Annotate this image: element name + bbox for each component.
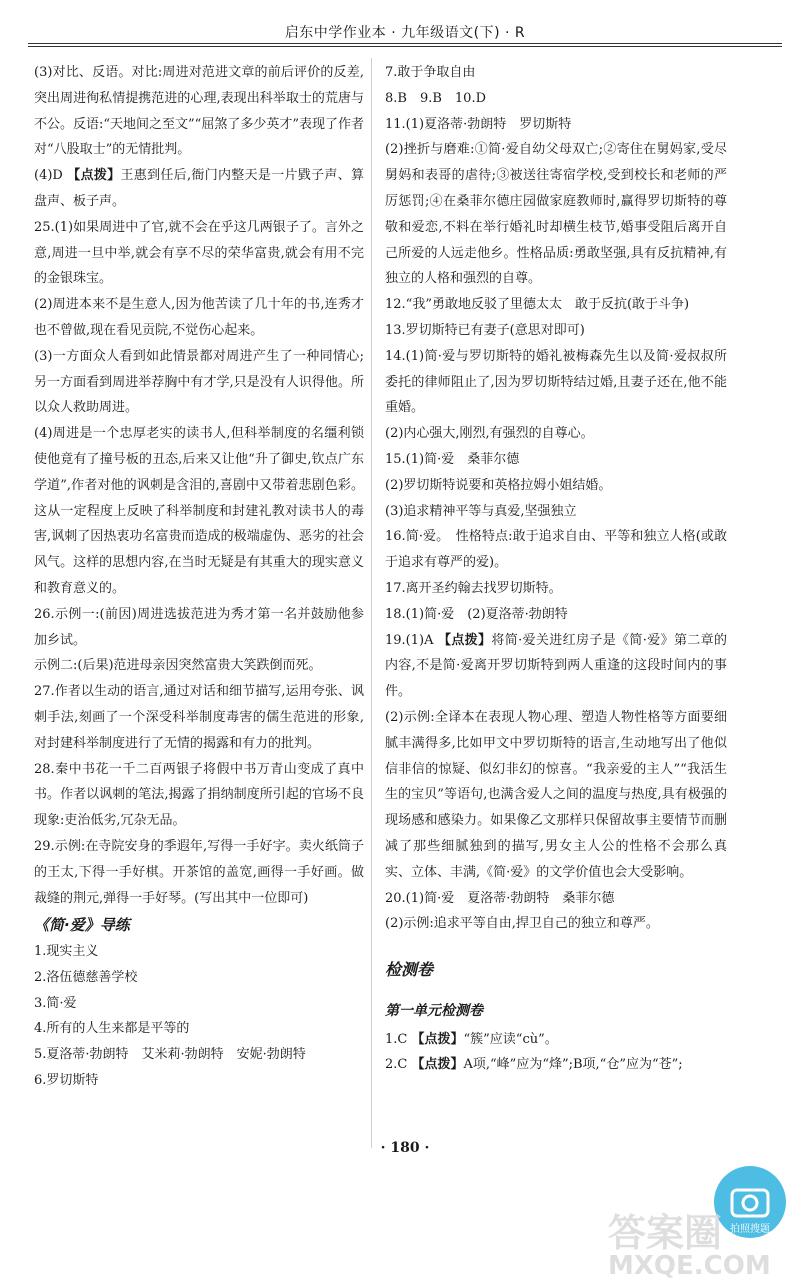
section-title-unit1: 第一单元检测卷 xyxy=(385,1002,483,1019)
answer-paragraph xyxy=(34,679,364,756)
left-answer-list xyxy=(34,60,364,911)
section-title-test: 检测卷 xyxy=(385,960,434,980)
header-rule-thin xyxy=(28,46,782,47)
jane-eyre-answer-text: 3.简·爱 xyxy=(34,995,77,1011)
answer-paragraph xyxy=(385,137,727,292)
jane-eyre-answer-text: 5.夏洛蒂·勃朗特 艾米莉·勃朗特 安妮·勃朗特 xyxy=(34,1047,306,1063)
tip-label: 【点拨】 xyxy=(67,168,121,184)
answer-paragraph-text: 16.简·爱。 性格特点:敢于追求自由、平等和独立人格(或敢于追求有尊严的爱)。 xyxy=(385,529,727,571)
answer-paragraph xyxy=(34,757,364,834)
answer-paragraph-text: 15.(1)简·爱 桑菲尔德 xyxy=(385,451,520,467)
unit1-answer xyxy=(385,1052,727,1078)
answer-paragraph-text: 8.B 9.B 10.D xyxy=(385,90,487,106)
answer-paragraph xyxy=(34,421,364,602)
jane-eyre-answer xyxy=(34,1016,364,1042)
answer-paragraph xyxy=(385,576,727,602)
answer-paragraph-text: (2)内心强大,刚烈,有强烈的自尊心。 xyxy=(385,426,594,442)
page-header xyxy=(0,22,810,42)
header-title: 启东中学作业本 · 九年级语文(下) · R xyxy=(284,25,526,41)
answer-paragraph-text: 20.(1)简·爱 夏洛蒂·勃朗特 桑菲尔德 xyxy=(385,890,615,906)
jane-eyre-answer-text: 4.所有的人生来都是平等的 xyxy=(34,1021,190,1037)
answer-paragraph xyxy=(385,344,727,421)
answer-choice: (4)D xyxy=(34,168,68,184)
answer-paragraph-text: 12.“我”勇敢地反驳了里德太太 敢于反抗(敢于斗争) xyxy=(385,297,690,313)
answer-paragraph-text: 25.(1)如果周进中了官,就不会在乎这几两银子了。言外之意,周进一旦中举,就会有享不尽的荣华富贵,就会有用不完的金银珠宝。 xyxy=(34,219,364,287)
jane-eyre-answer xyxy=(34,965,364,991)
answer-paragraph xyxy=(385,628,727,705)
answer-paragraph xyxy=(385,86,727,112)
answer-paragraph xyxy=(385,318,727,344)
right-column xyxy=(385,60,727,1078)
answer-paragraph-text: (3)一方面众人看到如此情景都对周进产生了一种同情心;另一方面看到周进举荐胸中有才学,只是没有人识得他。所以众人救助周进。 xyxy=(34,348,364,416)
right-answer-list xyxy=(385,60,727,937)
page-number: · 180 · xyxy=(380,1140,430,1156)
answer-paragraph-text: 14.(1)简·爱与罗切斯特的婚礼被梅森先生以及简·爱叔叔所委托的律师阻止了,因为罗切斯特结过婚,且妻子还在,他不能重婚。 xyxy=(385,348,727,416)
answer-paragraph-text: 17.离开圣约翰去找罗切斯特。 xyxy=(385,580,562,596)
answer-paragraph-text: (3)对比、反语。对比:周进对范进文章的前后评价的反差,突出周进徇私情提携范进的心理,表现出科举取士的荒唐与不公。反语:“天地间之至文”“屈煞了多少英才”表现了作者对“八股取士”的无情批判。 xyxy=(34,65,364,158)
answer-paragraph xyxy=(34,834,364,911)
answer-paragraph-text: (2)示例:全译本在表现人物心理、塑造人物性格等方面要细腻丰满得多,比如甲文中罗切斯特的语言,生动地写出了他似信非信的惊疑、似幻非幻的惊喜。“我亲爱的主人”“我活生生的宝贝”等语句,也满含爱人之间的温度与热度,具有极强的现场感和感染力。如果像乙文那样只保留故事主要情节而删减了那些细腻独到的描写,男女主人公的性格不会那么真实、立体、丰满,《简·爱》的文学价值也会大受影响。 xyxy=(385,709,727,880)
answer-paragraph xyxy=(385,473,727,499)
tip-label: 【点拨】 xyxy=(437,632,492,648)
answer-paragraph xyxy=(385,447,727,473)
answer-paragraph xyxy=(385,602,727,628)
watermark-graphic xyxy=(600,1160,800,1280)
answer-paragraph-text: 27.作者以生动的语言,通过对话和细节描写,运用夸张、讽刺手法,刻画了一个深受科举制度毒害的儒生范进的形象,对封建科举制度进行了无情的揭露和有力的批判。 xyxy=(34,684,364,751)
answer-paragraph xyxy=(385,886,727,912)
answer-paragraph-text: 29.示例:在寺院安身的季遐年,写得一手好字。卖火纸筒子的王太,下得一手好棋。开茶馆的盖宽,画得一手好画。做裁缝的荆元,弹得一手好琴。(写出其中一位即可) xyxy=(34,838,364,906)
answer-choice: 19.(1)A xyxy=(385,632,438,648)
answer-paragraph xyxy=(385,524,727,576)
answer-paragraph xyxy=(34,60,364,163)
answer-paragraph xyxy=(34,653,364,679)
answer-paragraph xyxy=(385,705,727,886)
answer-paragraph-text: 13.罗切斯特已有妻子(意思对即可) xyxy=(385,322,585,338)
watermark-badge-text: 拍照搜题 xyxy=(730,1224,770,1235)
answer-paragraph-text: 示例二:(后果)范进母亲因突然富贵大笑跌倒而死。 xyxy=(34,658,322,674)
answer-paragraph xyxy=(34,602,364,654)
answer-paragraph-text: 11.(1)夏洛蒂·勃朗特 罗切斯特 xyxy=(385,116,572,132)
answer-paragraph-text: (2)周进本来不是生意人,因为他苦读了几十年的书,连秀才也不曾做,现在看见贡院,不觉伤心起来。 xyxy=(34,297,364,338)
tip-label: 【点拨】 xyxy=(411,1057,464,1073)
answer-paragraph-text: 7.敢于争取自由 xyxy=(385,65,476,80)
header-rule xyxy=(28,43,782,44)
answer-paragraph-text: 26.示例一:(前因)周进选拔范进为秀才第一名并鼓励他参加乡试。 xyxy=(34,606,364,648)
watermark-logo xyxy=(600,1160,800,1280)
column-divider xyxy=(371,58,372,1148)
jane-eyre-answer xyxy=(34,991,364,1017)
answer-choice: 1.C xyxy=(385,1031,412,1047)
answer-paragraph xyxy=(385,292,727,318)
unit1-answer xyxy=(385,1027,727,1053)
jane-eyre-answer-text: 1.现实主义 xyxy=(34,944,99,960)
answer-paragraph-text: 王惠到任后,衙门内整天是一片戥子声、算盘声、板子声。 xyxy=(34,168,364,209)
answer-paragraph-text: 18.(1)简·爱 (2)夏洛蒂·勃朗特 xyxy=(385,606,568,622)
section-title-jane-eyre: 《简·爱》导练 xyxy=(34,916,130,935)
watermark-sub-text: MXQE.COM xyxy=(608,1251,771,1280)
watermark-main-text: 答案圈 xyxy=(608,1211,723,1255)
tip-label: 【点拨】 xyxy=(411,1031,464,1047)
answer-paragraph xyxy=(34,163,364,215)
answer-paragraph xyxy=(385,911,727,937)
answer-paragraph xyxy=(385,421,727,447)
answer-paragraph xyxy=(34,292,364,344)
answer-paragraph-text: (4)周进是一个忠厚老实的读书人,但科举制度的名缰利锁使他竟有了撞号板的丑态,后来又让他“升了御史,钦点广东学道”,作者对他的讽刺是含泪的,喜剧中又带着悲剧色彩。这从一定程度上反映了科举制度和封建礼教对读书人的毒害,讽刺了因热衷功名富贵而造成的极端虚伪、恶劣的社会风气。这样的思想内容,在当时无疑是有其重大的现实意义和教育意义的。 xyxy=(34,426,364,596)
jane-eyre-answer-text: 2.洛伍德慈善学校 xyxy=(34,969,138,985)
answer-paragraph xyxy=(34,215,364,292)
answer-paragraph xyxy=(34,344,364,421)
answer-paragraph-text: 将简·爱关进红房子是《简·爱》第二章的内容,不是简·爱离开罗切斯特到两人重逢的这段时间内的事件。 xyxy=(385,632,728,700)
jane-eyre-answer xyxy=(34,1042,364,1068)
answer-paragraph-text: 28.秦中书花一千二百两银子将假中书万青山变成了真中书。作者以讽刺的笔法,揭露了捐纳制度所引起的官场不良现象:吏治低劣,冗杂无品。 xyxy=(34,761,364,829)
answer-paragraph-text: (2)挫折与磨难:①简·爱自幼父母双亡;②寄住在舅妈家,受尽舅妈和表哥的虐待;③被送往寄宿学校,受到校长和老师的严厉惩罚;④在桑菲尔德庄园做家庭教师时,赢得罗切斯特的尊敬和爱恋,不料在举行婚礼时却横生枝节,婚事受阻后离开自己所爱的人远走他乡。性格品质:勇敢坚强,具有反抗精神,有独立的人格和强烈的自尊。 xyxy=(385,142,727,287)
answer-choice: 2.C xyxy=(385,1057,412,1073)
left-column xyxy=(34,60,364,1094)
answer-paragraph-text: (2)示例:追求平等自由,捍卫自己的独立和尊严。 xyxy=(385,916,659,932)
unit1-answer-text: A项,“峰”应为“烽”;B项,“仓”应为“苍”; xyxy=(463,1057,683,1073)
answer-paragraph xyxy=(385,112,727,138)
unit1-answer-text: “簇”应读“cù”。 xyxy=(463,1031,558,1047)
jane-eyre-answer-list xyxy=(34,939,364,1094)
jane-eyre-answer xyxy=(34,1068,364,1094)
answer-paragraph xyxy=(385,499,727,525)
unit1-answer-list xyxy=(385,1027,727,1079)
jane-eyre-answer-text: 6.罗切斯特 xyxy=(34,1073,99,1089)
answer-paragraph-text: (3)追求精神平等与真爱,坚强独立 xyxy=(385,503,577,519)
answer-paragraph xyxy=(385,60,727,86)
answer-paragraph-text: (2)罗切斯特说要和英格拉姆小姐结婚。 xyxy=(385,477,612,493)
jane-eyre-answer xyxy=(34,939,364,965)
